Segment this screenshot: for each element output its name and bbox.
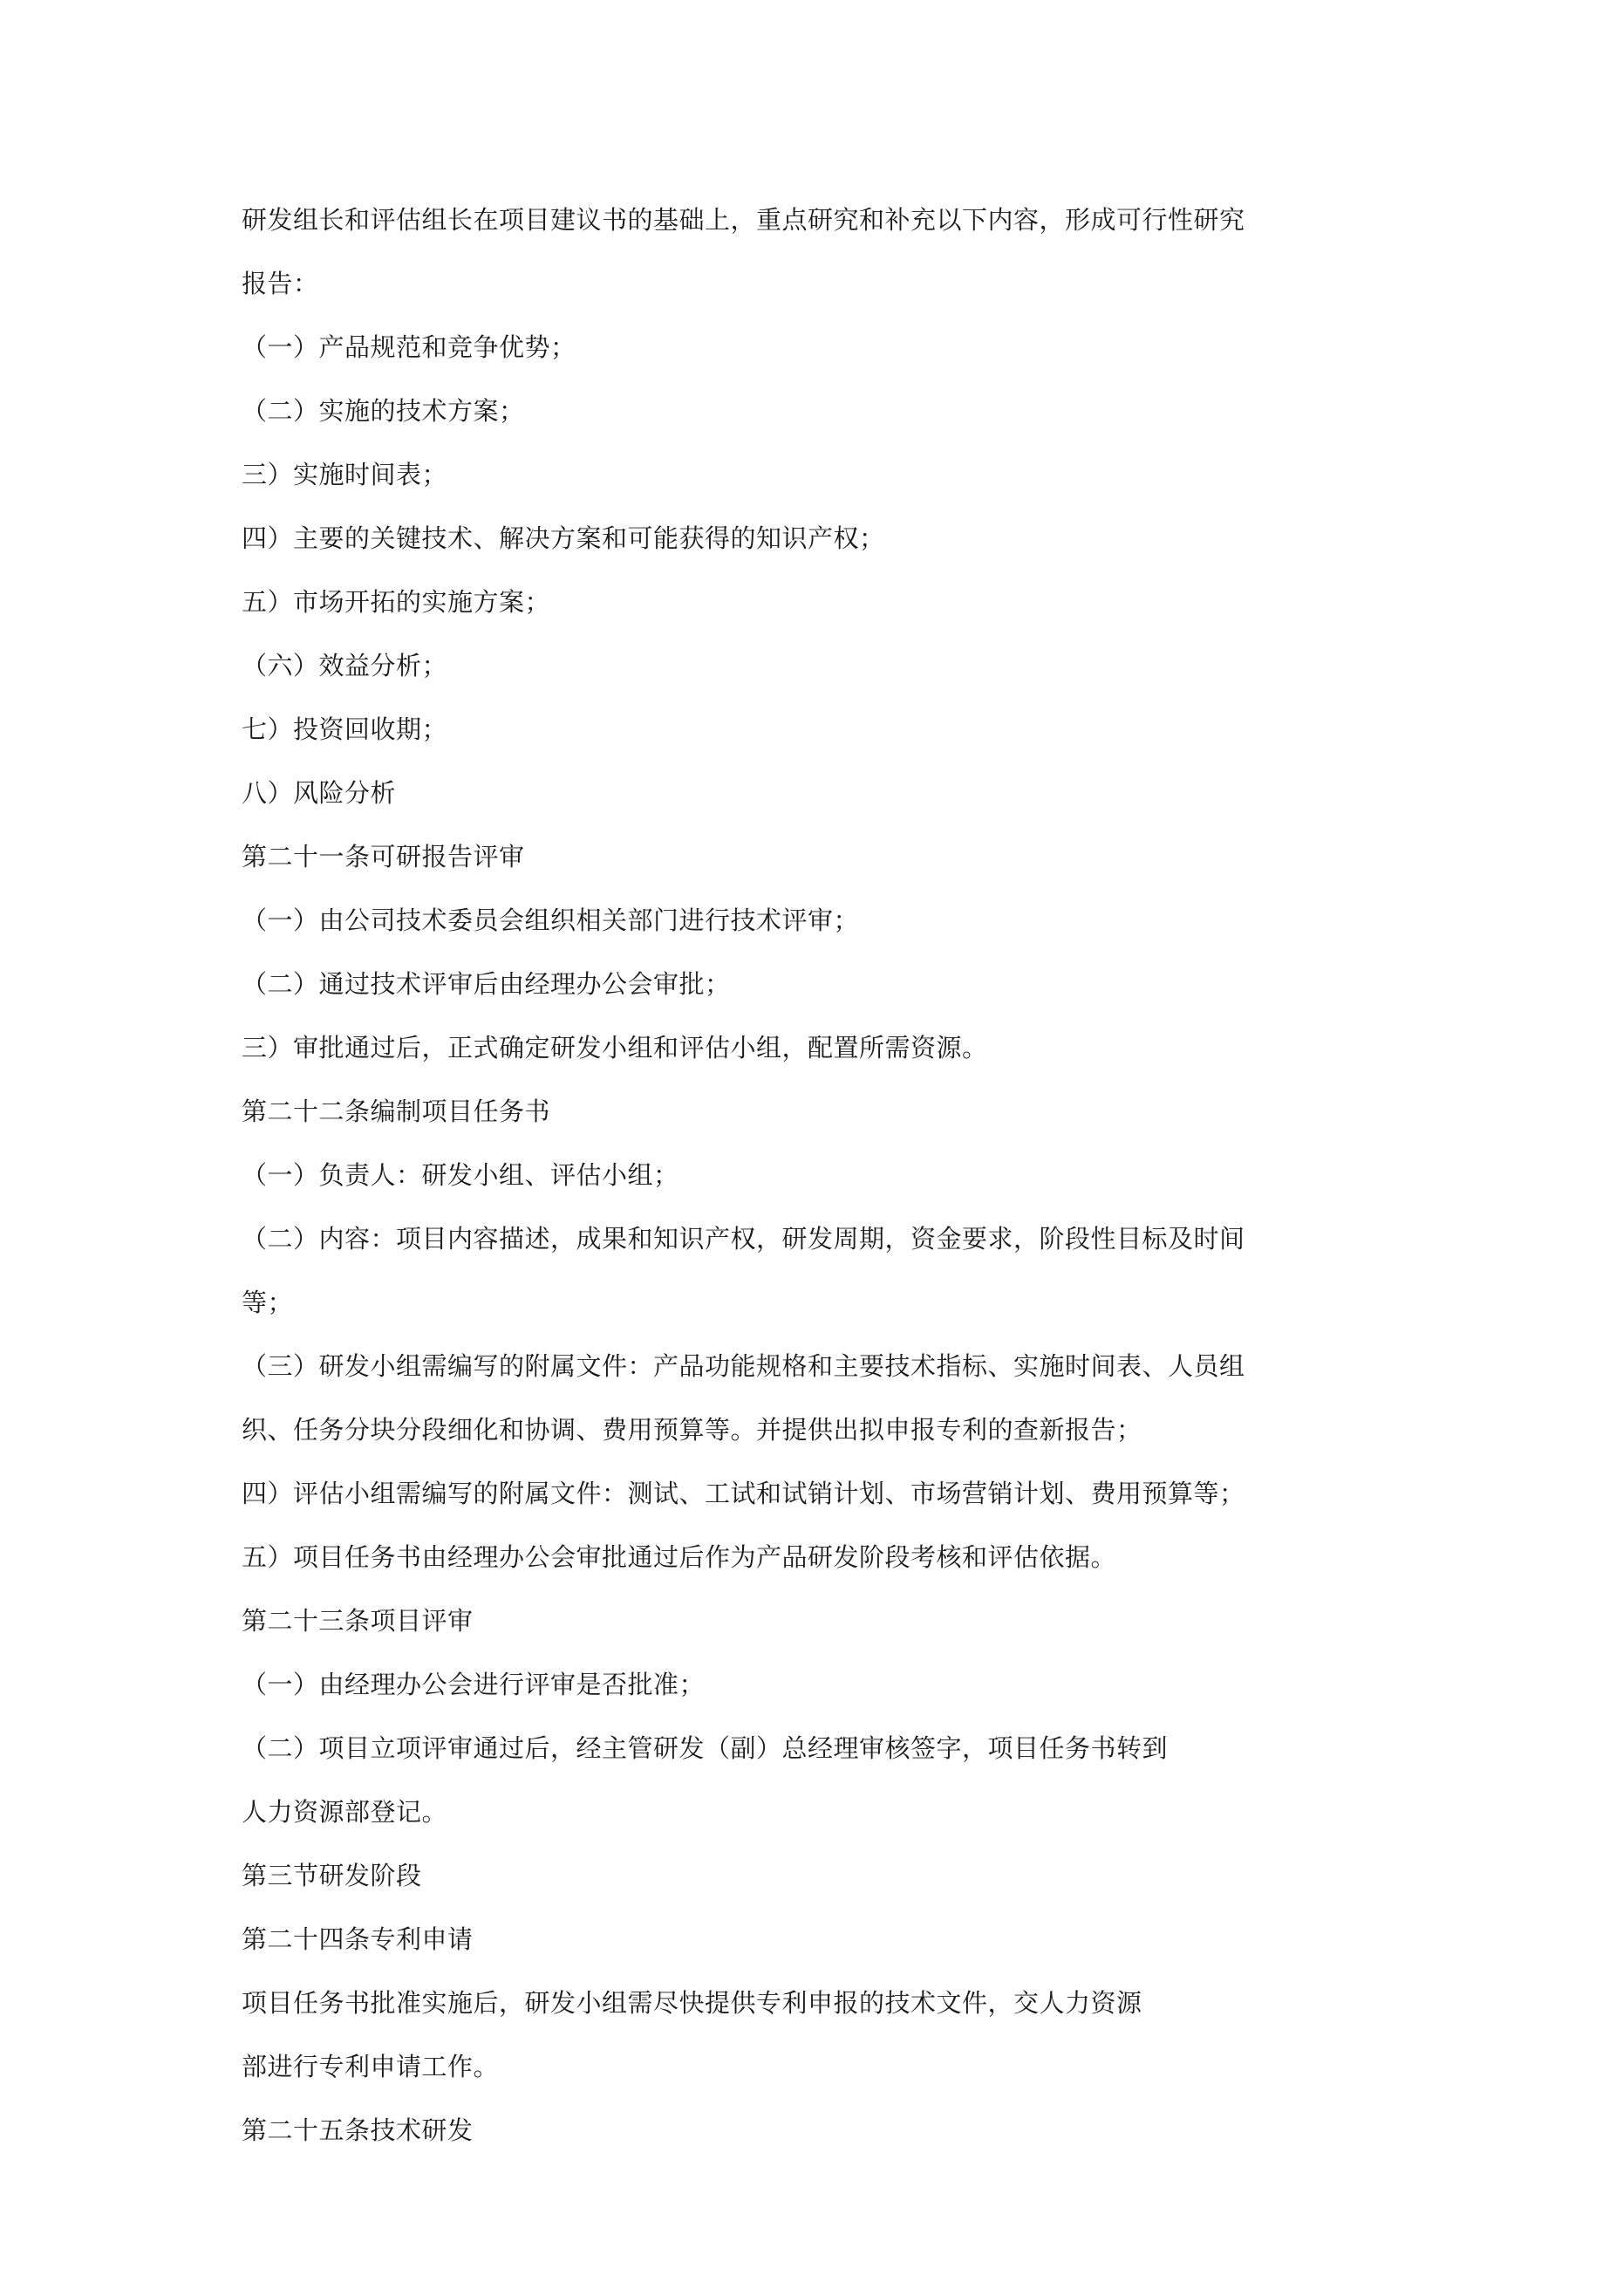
article-heading: 第二十二条编制项目任务书 — [242, 1097, 551, 1126]
list-item: 八）风险分析 — [242, 778, 397, 808]
article-heading: 第二十五条技术研发 — [242, 2115, 474, 2145]
article-heading: 第二十三条项目评审 — [242, 1606, 474, 1636]
list-item: 五）市场开拓的实施方案； — [242, 587, 551, 617]
list-item-continuation: 等； — [242, 1288, 294, 1317]
body-text-line: 研发组长和评估组长在项目建议书的基础上，重点研究和补充以下内容，形成可行性研究 — [242, 205, 1245, 235]
list-item: 三）审批通过后，正式确定研发小组和评估小组，配置所需资源。 — [242, 1033, 988, 1063]
list-item: 四）主要的关键技术、解决方案和可能获得的知识产权； — [242, 523, 885, 553]
article-heading: 第二十一条可研报告评审 — [242, 842, 525, 871]
list-item: 四）评估小组需编写的附属文件：测试、工试和试销计划、市场营销计划、费用预算等； — [242, 1479, 1245, 1508]
article-heading: 第二十四条专利申请 — [242, 1924, 474, 1954]
section-heading: 第三节研发阶段 — [242, 1861, 422, 1890]
list-item: （二）通过技术评审后由经理办公会审批； — [242, 969, 731, 999]
body-text-line: 部进行专利申请工作。 — [242, 2052, 500, 2081]
list-item: （一）负责人：研发小组、评估小组； — [242, 1160, 679, 1190]
body-text-line: 项目任务书批准实施后，研发小组需尽快提供专利申报的技术文件，交人力资源 — [242, 1988, 1142, 2018]
body-text-line: 报告： — [242, 269, 319, 298]
list-item-continuation: 织、任务分块分段细化和协调、费用预算等。并提供出拟申报专利的查新报告； — [242, 1415, 1142, 1445]
list-item: （二）内容：项目内容描述，成果和知识产权，研发周期，资金要求，阶段性目标及时间 — [242, 1224, 1245, 1254]
list-item: （一）由经理办公会进行评审是否批准； — [242, 1670, 706, 1699]
list-item: （一）产品规范和竞争优势； — [242, 332, 576, 362]
list-item: （二）实施的技术方案； — [242, 396, 525, 426]
list-item: 七）投资回收期； — [242, 714, 448, 744]
list-item: 五）项目任务书由经理办公会审批通过后作为产品研发阶段考核和评估依据。 — [242, 1542, 1117, 1572]
list-item: （二）项目立项评审通过后，经主管研发（副）总经理审核签字，项目任务书转到 — [242, 1733, 1169, 1763]
list-item: （一）由公司技术委员会组织相关部门进行技术评审； — [242, 905, 860, 935]
list-item: （六）效益分析； — [242, 651, 448, 680]
list-item-continuation: 人力资源部登记。 — [242, 1797, 448, 1827]
list-item: （三）研发小组需编写的附属文件：产品功能规格和主要技术指标、实施时间表、人员组 — [242, 1351, 1245, 1381]
list-item: 三）实施时间表； — [242, 460, 448, 489]
